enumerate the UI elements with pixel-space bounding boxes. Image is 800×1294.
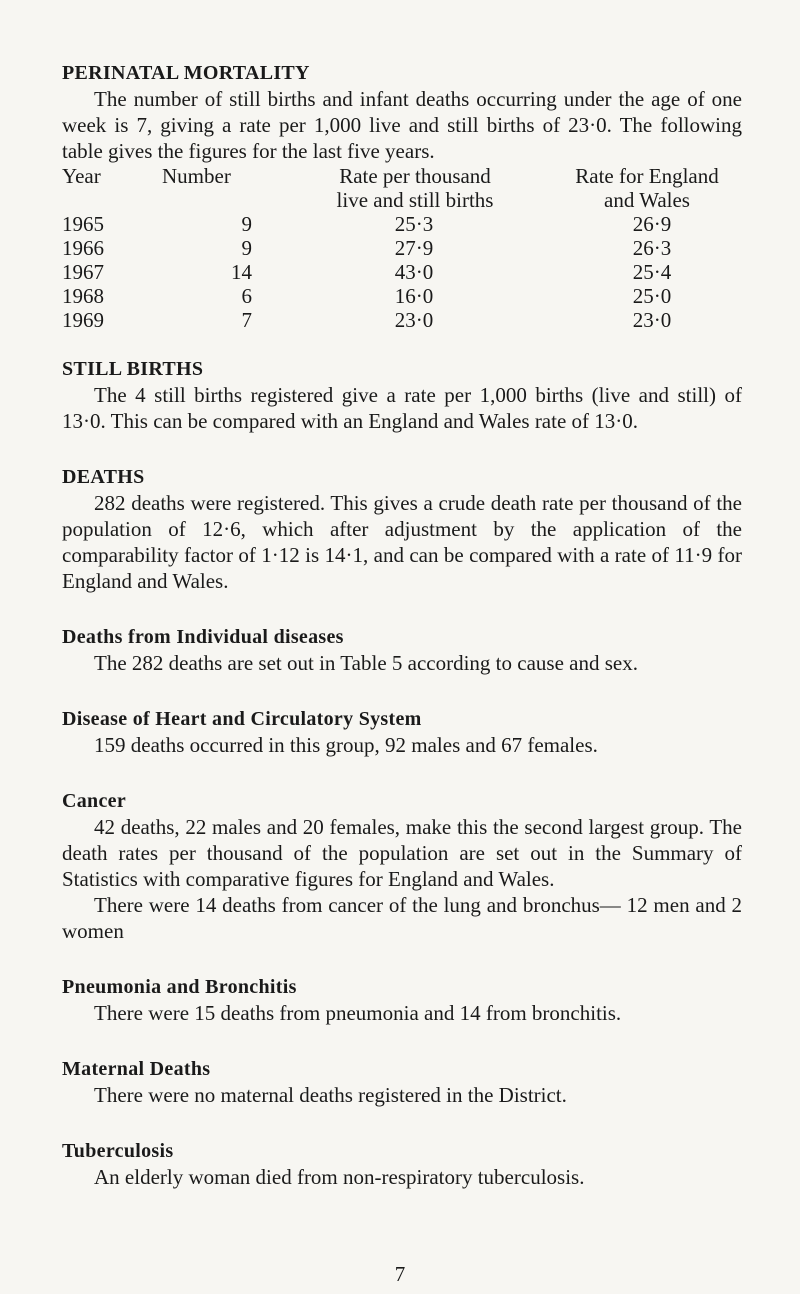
perinatal-paragraph: The number of still births and infant deaths occurring under the age of one week is 7, giving a rate per 1,000 live and still births of 23·0. The following table gives the figures for the last five years.	[62, 87, 742, 163]
cell-year: 1966	[62, 236, 104, 260]
cell-rate: 23·0	[394, 308, 434, 332]
col-header-year: Year	[62, 164, 101, 188]
tuberculosis-heading: Tuberculosis	[62, 1140, 174, 1162]
heart-disease-paragraph: 159 deaths occurred in this group, 92 males and 67 females.	[94, 733, 598, 757]
col-header-rate-line1: Rate per thousand	[339, 164, 491, 188]
table-row	[62, 236, 742, 260]
col-header-england-wales	[552, 164, 742, 212]
pneumonia-paragraph: There were 15 deaths from pneumonia and 14 from bronchitis.	[94, 1001, 622, 1025]
cell-rate: 16·0	[394, 284, 434, 308]
cell-england-rate: 26·3	[632, 236, 672, 260]
cell-number: 7	[241, 308, 252, 332]
tuberculosis-paragraph: An elderly woman died from non-respiratory tuberculosis.	[94, 1165, 585, 1189]
col-header-eng-line2: and Wales	[604, 188, 690, 212]
perinatal-table	[62, 164, 742, 332]
table-row	[62, 260, 742, 284]
maternal-deaths-paragraph: There were no maternal deaths registered in the District.	[94, 1083, 567, 1107]
deaths-paragraph: 282 deaths were registered. This gives a crude death rate per thousand of the population of 12·6, which after adjustment by the application of the comparability factor of 1·12 is 14·1, and can be compared with a rate of 11·9 for England and Wales.	[62, 491, 742, 593]
cell-england-rate: 26·9	[632, 212, 672, 236]
still-births-paragraph: The 4 still births registered give a rate per 1,000 births (live and still) of 13·0. This can be compared with an England and Wales rate of 13·0.	[62, 383, 742, 433]
deaths-heading: DEATHS	[62, 466, 145, 488]
cell-year: 1968	[62, 284, 104, 308]
cancer-paragraph-2: There were 14 deaths from cancer of the lung and bronchus— 12 men and 2 women	[62, 893, 742, 943]
cancer-paragraph-1: 42 deaths, 22 males and 20 females, make this the second largest group. The death rates per thousand of the population are set out in the Summary of Statistics with comparative figures for England and Wales.	[62, 815, 742, 891]
cell-england-rate: 25·4	[632, 260, 672, 284]
individual-diseases-heading: Deaths from Individual diseases	[62, 626, 344, 648]
page-number: 7	[394, 1262, 406, 1286]
cell-england-rate: 23·0	[632, 308, 672, 332]
cell-number: 9	[241, 212, 252, 236]
table-row	[62, 212, 742, 236]
cell-england-rate: 25·0	[632, 284, 672, 308]
pneumonia-heading: Pneumonia and Bronchitis	[62, 976, 297, 998]
cell-year: 1965	[62, 212, 104, 236]
cancer-heading: Cancer	[62, 790, 126, 812]
cell-number: 9	[241, 236, 252, 260]
col-header-rate-line2: live and still births	[336, 188, 494, 212]
cell-number: 14	[231, 260, 252, 284]
cell-number: 6	[241, 284, 252, 308]
col-header-rate	[305, 164, 525, 212]
individual-diseases-paragraph: The 282 deaths are set out in Table 5 according to cause and sex.	[94, 651, 638, 675]
still-births-heading: STILL BIRTHS	[62, 358, 204, 380]
col-header-eng-line1: Rate for England	[575, 164, 719, 188]
document-page	[62, 60, 742, 1190]
perinatal-heading: PERINATAL MORTALITY	[62, 62, 310, 84]
cell-rate: 25·3	[394, 212, 434, 236]
cell-year: 1967	[62, 260, 104, 284]
maternal-deaths-heading: Maternal Deaths	[62, 1058, 211, 1080]
col-header-number: Number	[162, 164, 231, 188]
table-row	[62, 308, 742, 332]
cell-rate: 43·0	[394, 260, 434, 284]
cell-year: 1969	[62, 308, 104, 332]
cell-rate: 27·9	[394, 236, 434, 260]
heart-disease-heading: Disease of Heart and Circulatory System	[62, 708, 422, 730]
table-row	[62, 284, 742, 308]
